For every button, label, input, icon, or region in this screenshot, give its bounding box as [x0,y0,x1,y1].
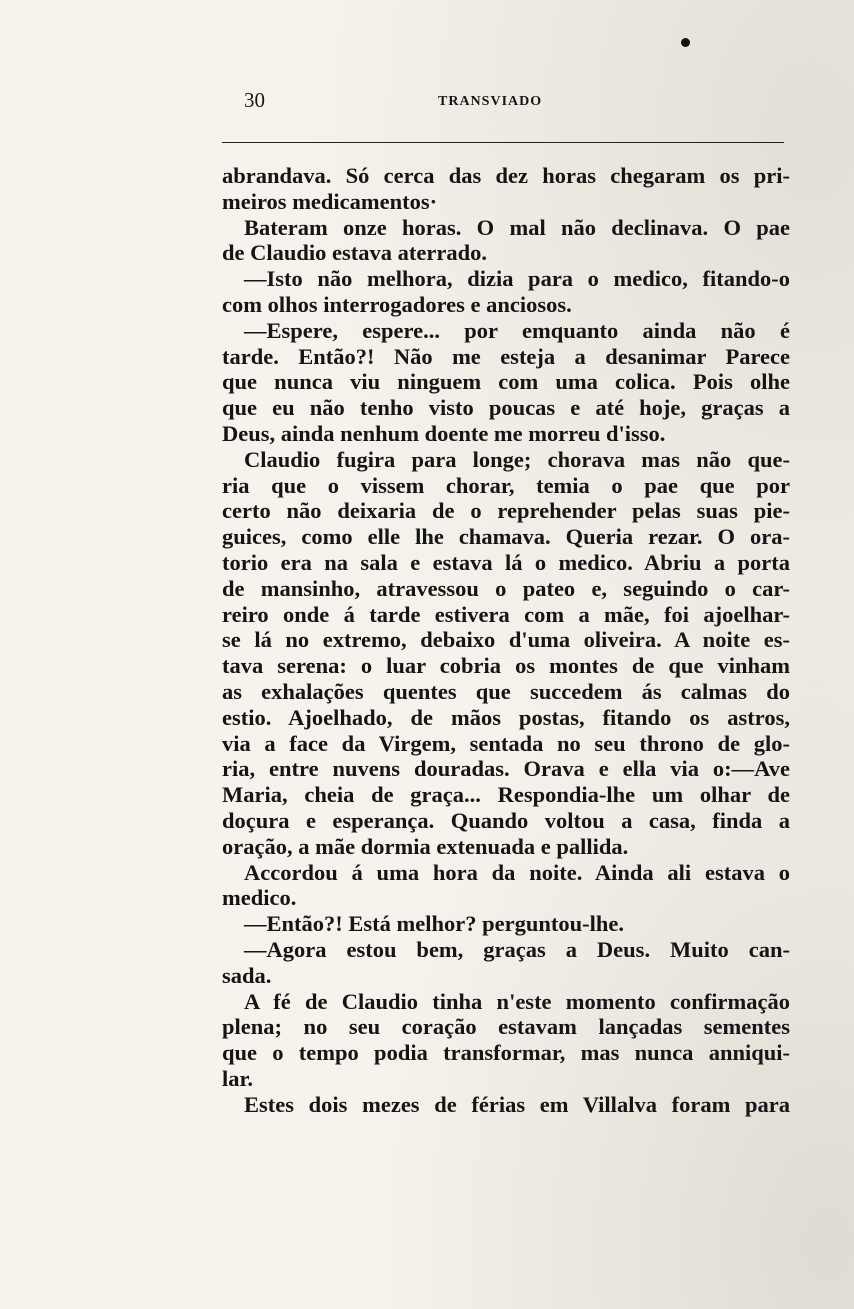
text-line: tarde. Então?! Não me esteja a desanimar Parece [222,343,790,369]
text-line: ria, entre nuvens douradas. Orava e ella via o:—Ave [222,756,790,782]
text-line: as exhalações quentes que succedem ás calmas do [222,678,790,704]
page-number: 30 [244,88,265,112]
text-line: A fé de Claudio tinha n'este momento confirmação [244,988,790,1014]
text-line: meiros medicamentos· [222,188,438,214]
body-text [222,163,790,1117]
text-line: que eu não tenho visto poucas e até hoje, graças a [222,395,790,421]
text-line: reiro onde á tarde estivera com a mãe, foi ajoelhar- [222,601,790,627]
text-line: abrandava. Só cerca das dez horas chegaram os pri- [222,163,790,188]
text-line: —Espere, espere... por emquanto ainda não é [244,317,790,343]
text-line: torio era na sala e estava lá o medico. Abriu a porta [222,549,790,575]
text-line: Bateram onze horas. O mal não declinava. O pae [244,214,790,240]
running-title: TRANSVIADO [438,94,543,109]
text-line: Claudio fugira para longe; chorava mas não que- [244,446,790,472]
text-line: plena; no seu coração estavam lançadas sementes [222,1014,790,1040]
text-line: oração, a mãe dormia extenuada e pallida. [222,833,629,859]
text-line: se lá no extremo, debaixo d'uma oliveira. A noite es- [222,627,790,653]
text-line: de mansinho, atravessou o pateo e, seguindo o car- [222,575,790,601]
text-line: medico. [222,885,297,911]
text-line: Accordou á uma hora da noite. Ainda ali estava o [244,859,790,885]
text-line: com olhos interrogadores e anciosos. [222,291,572,317]
text-line: Maria, cheia de graça... Respondia-lhe um olhar de [222,782,790,808]
text-line: —Agora estou bem, graças a Deus. Muito can- [244,936,790,962]
text-line: via a face da Virgem, sentada no seu throno de glo- [222,730,790,756]
header-rule [222,142,784,143]
text-line: Deus, ainda nenhum doente me morreu d'isso. [222,420,666,446]
text-line: de Claudio estava aterrado. [222,240,487,266]
text-line: doçura e esperança. Quando voltou a casa, finda a [222,807,790,833]
text-line: que nunca viu ninguem com uma colica. Pois olhe [222,369,790,395]
text-line: ria que o vissem chorar, temia o pae que por [222,472,790,498]
text-line: —Então?! Está melhor? perguntou-lhe. [244,911,625,937]
text-line: guices, como elle lhe chamava. Queria rezar. O ora- [222,524,790,550]
text-line: tava serena: o luar cobria os montes de que vinham [222,653,790,679]
text-line: sada. [222,962,272,988]
text-line: —Isto não melhora, dizia para o medico, fitando-o [244,266,790,292]
text-line: lar. [222,1065,254,1091]
text-line: estio. Ajoelhado, de mãos postas, fitando os astros, [222,704,790,730]
ink-dot [681,38,690,47]
text-line: que o tempo podia transformar, mas nunca anniqui- [222,1040,790,1066]
text-line: certo não deixaria de o reprehender pelas suas pie- [222,498,790,524]
text-line: Estes dois mezes de férias em Villalva foram para [244,1091,790,1117]
